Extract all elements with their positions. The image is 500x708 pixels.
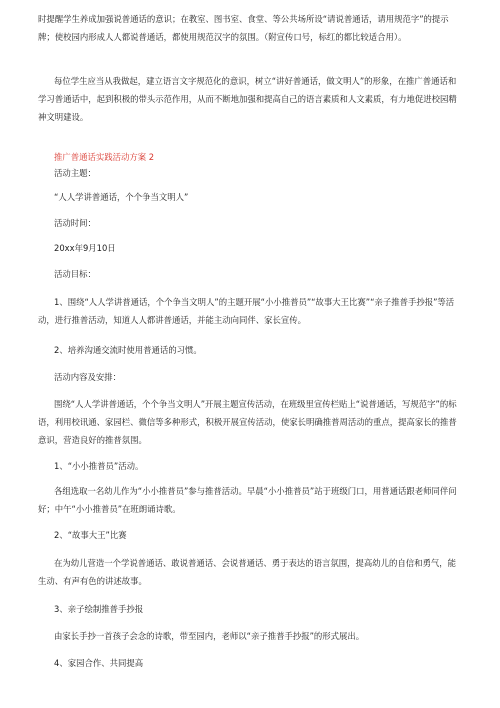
content-intro-paragraph: 围绕“人人学讲普通话，个个争当文明人”开展主题宣传活动，在班级里宣传栏贴上“说普通话，写规范字”的标语，利用校讯通、家园栏、微信等多种形式，积极开展宣传活动，使家长明确推普周活动的重点，提高家长的推普意识，营造良好的推普氛围。 [38, 399, 457, 445]
time-value: 20xx年9月10日 [54, 243, 116, 253]
goal-2-paragraph: 2、培养沟通交流时使用普通话的习惯。 [54, 345, 202, 355]
every-student-paragraph: 每位学生应当从我做起，建立语言文字规范化的意识，树立“讲好普通话，做文明人”的形象，在推广普通话和学习普通话中，起到积极的带头示范作用，从而不断地加强和提高自己的语言素质和人文素质，有力地促进校园精神文明建设。 [38, 76, 457, 122]
item-1-body: 各组选取一名幼儿作为“小小推普员”参与推普活动。早晨“小小推普员”站于班级门口，用普通话跟老师同伴问好；中午“小小推普员”在班朗诵诗歌。 [38, 486, 457, 514]
intro-tail-paragraph: 时提醒学生养成加强说普通话的意识；在教室、图书室、食堂、等公共场所设“请说普通话，请用规范字”的提示牌；使校园内形成人人都说普通话，都使用规范汉字的氛围。（附宣传口号，标红的都比较适合用）。 [38, 14, 449, 42]
item-4-title: 4、家园合作、共同提高 [54, 658, 144, 668]
item-3-body: 由家长手抄一首孩子会念的诗歌，带至园内，老师以“亲子推普手抄报”的形式展出。 [54, 631, 365, 641]
plan-title: 推广普通话实践活动方案 2 [54, 152, 155, 162]
item-3-title: 3、亲子绘制推普手抄报 [54, 604, 144, 614]
item-2-title: 2、“故事大王”比赛 [54, 530, 127, 540]
goal-label: 活动目标： [54, 269, 96, 279]
theme-value: “人人学讲普通话，个个争当文明人” [54, 192, 189, 202]
theme-label: 活动主题： [54, 168, 96, 178]
item-1-title: 1、“小小推普员”活动。 [54, 461, 144, 471]
time-label: 活动时间： [54, 218, 96, 228]
item-2-body: 在为幼儿营造一个学说普通话、敢说普通话、会说普通话、勇于表达的语言氛围，提高幼儿的自信和勇气，能生动、有声有色的讲述故事。 [38, 558, 456, 586]
goal-1-paragraph: 1、围绕“人人学讲普通话，个个争当文明人”的主题开展“小小推普员”“故事大王比赛”“亲子推普手抄报”等活动，进行推普活动，知道人人都讲普通话，并能主动向同伴、家长宣传。 [38, 297, 455, 325]
content-label: 活动内容及安排： [54, 372, 121, 382]
